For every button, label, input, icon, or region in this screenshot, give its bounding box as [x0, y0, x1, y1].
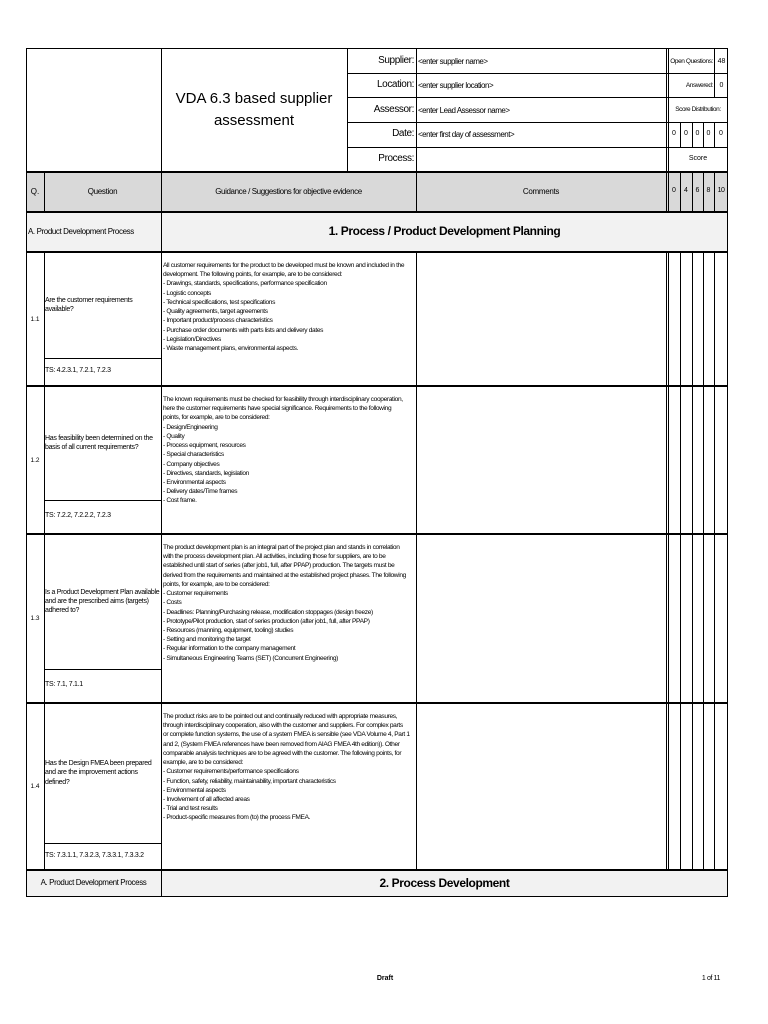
supplier-field[interactable]: <enter supplier name>: [418, 57, 488, 66]
guidance-line: - Costs: [163, 599, 182, 607]
score-cell-4[interactable]: [680, 704, 692, 869]
col-score-0: 0: [672, 187, 676, 194]
col-question: Question: [87, 187, 118, 196]
location-field[interactable]: <enter supplier location>: [418, 81, 494, 90]
col-guidance: Guidance / Suggestions for objective evidence: [215, 187, 362, 196]
guidance-line: - Function, safety, reliability, maintainability, important characteristics: [163, 777, 336, 785]
score-cell-8[interactable]: [703, 387, 714, 533]
guidance-line: derived from the requirements and maintained at the established project phases. The following: [163, 571, 406, 579]
col-score-4: 4: [684, 187, 688, 194]
guidance-line: - Deadlines: Planning/Purchasing release, modification stoppages (design freeze): [163, 608, 373, 616]
comment-field[interactable]: [417, 704, 665, 869]
guidance-line: - Technical specifications, test specifications: [163, 298, 276, 306]
col-score-10: 10: [717, 187, 725, 194]
answered-label: Answered:: [685, 82, 713, 89]
process-label: Process:: [378, 153, 414, 164]
score-dist-6: 0: [695, 130, 700, 137]
supplier-label: Supplier:: [378, 55, 414, 66]
guidance-line: - Customer requirements: [163, 590, 228, 598]
guidance-line: - Regular information to the company management: [163, 645, 296, 653]
score-cell-10[interactable]: [714, 535, 728, 702]
guidance-line: or complete function systems, the use of a system FMEA is sensible (see VDA Volume 4, Part 1: [163, 731, 410, 739]
guidance-line: - Legislation/Directives: [163, 335, 221, 343]
guidance-line: with the process development plan. All activities, including those for suppliers, are to be: [163, 553, 386, 561]
question-reference: TS: 7.3.1.1, 7.3.2.3, 7.3.3.1, 7.3.3.2: [45, 852, 144, 859]
score-cell-4[interactable]: [680, 535, 692, 702]
comment-field[interactable]: [417, 535, 665, 702]
score-dist-8: 0: [706, 130, 711, 137]
guidance-line: development. The following points, for example, are to be considered:: [163, 271, 343, 279]
guidance-line: The product risks are to be pointed out and continually reduced with appropriate measures,: [163, 713, 398, 720]
guidance-line: - Resources (manning, equipment, tooling) studies: [163, 626, 294, 634]
score-cell-0[interactable]: [668, 253, 680, 385]
guidance-line: - Purchase order documents with parts lists and delivery dates: [163, 326, 324, 334]
question-number: 1.2: [30, 457, 40, 464]
page-title: VDA 6.3 based supplier assessment: [175, 90, 333, 129]
score-distribution-label: Score Distribution:: [675, 106, 721, 113]
open-questions-label: Open Questions:: [670, 58, 713, 65]
guidance-line: - Prototype/Pilot production, start of series production (after job1, full, after PPAP): [163, 617, 370, 625]
guidance-line: - Process equipment, resources: [163, 442, 246, 450]
score-cell-8[interactable]: [703, 535, 714, 702]
score-cell-4[interactable]: [680, 253, 692, 385]
score-dist-0: 0: [672, 130, 676, 137]
score-label: Score: [688, 155, 708, 162]
score-cell-0[interactable]: [668, 535, 680, 702]
guidance-line: points, for example, are to be considered:: [163, 414, 270, 422]
guidance-line: - Logistic concepts: [163, 289, 211, 297]
score-cell-8[interactable]: [703, 253, 714, 385]
guidance-text: [163, 261, 415, 353]
question-number: 1.4: [30, 783, 40, 790]
question-text: Is a Product Development Plan available and are the prescribed aims (targets) adhered to?: [45, 588, 160, 615]
footer-status: Draft: [376, 975, 394, 982]
guidance-text: [163, 712, 415, 823]
question-number: 1.3: [30, 615, 40, 622]
score-cell-8[interactable]: [703, 704, 714, 869]
guidance-line: through interdisciplinary cooperation, also with the customer and suppliers. For complex parts: [163, 722, 403, 730]
guidance-line: - Cost frame.: [163, 497, 197, 505]
col-comments: Comments: [522, 187, 560, 196]
guidance-text: [163, 395, 415, 506]
section-1-title: 1. Process / Product Development Planning: [328, 224, 561, 238]
guidance-line: established until start of series (after job1, full, after PPAP) production. The targets must be: [163, 562, 395, 570]
question-text: Has the Design FMEA been prepared and are the improvement actions defined?: [45, 760, 152, 786]
guidance-line: - Customer requirements/performance specifications: [163, 768, 299, 776]
assessor-field[interactable]: <enter Lead Assessor name>: [418, 106, 510, 115]
comment-field[interactable]: [417, 387, 665, 533]
guidance-line: - Simultaneous Engineering Teams (SET) (Concurrent Engineering): [163, 654, 339, 662]
score-cell-6[interactable]: [692, 704, 703, 869]
guidance-line: All customer requirements for the product to be developed must be known and included in the: [163, 262, 405, 269]
comment-field[interactable]: [417, 253, 665, 385]
date-label: Date:: [392, 128, 414, 139]
score-dist-4: 0: [684, 130, 688, 137]
guidance-line: comparable analysis techniques are to be agreed with the customer. The following points, for: [163, 749, 402, 757]
section-2-title: 2. Process Development: [379, 876, 510, 890]
col-score-8: 8: [706, 187, 711, 194]
guidance-line: here the customer requirements have special significance. Requirements to the following: [163, 405, 392, 413]
guidance-line: - Delivery dates/Time frames: [163, 488, 238, 496]
question-text: Has feasibility been determined on the basis of all current requirements?: [45, 434, 153, 451]
question-reference: TS: 4.2.3.1, 7.2.1, 7.2.3: [45, 367, 111, 374]
guidance-line: - Special characteristics: [163, 451, 224, 459]
guidance-line: - Drawings, standards, specifications, performance specification: [163, 280, 327, 288]
guidance-line: points, for example, are to be considered:: [163, 580, 270, 588]
score-cell-0[interactable]: [668, 387, 680, 533]
assessor-label: Assessor:: [373, 104, 414, 115]
score-cell-0[interactable]: [668, 704, 680, 869]
guidance-line: - Involvement of all affected areas: [163, 795, 250, 803]
guidance-line: - Environmental aspects: [163, 478, 226, 486]
guidance-line: The known requirements must be checked for feasibility through interdisciplinary cooperation,: [163, 396, 403, 403]
score-cell-10[interactable]: [714, 387, 728, 533]
score-cell-4[interactable]: [680, 387, 692, 533]
guidance-line: - Environmental aspects: [163, 786, 226, 794]
guidance-line: - Design/Engineering: [163, 423, 218, 431]
score-dist-10: 0: [719, 130, 723, 137]
section-2-area: A. Product Development Process: [40, 878, 147, 887]
score-cell-6[interactable]: [692, 387, 703, 533]
guidance-text: [163, 543, 415, 663]
score-cell-10[interactable]: [714, 704, 728, 869]
guidance-line: - Company objectives: [163, 460, 220, 468]
col-score-6: 6: [695, 187, 700, 194]
guidance-line: and 2, (System FMEA references have been removed from AIAG FMEA 4th edition)). Other: [163, 740, 400, 748]
guidance-line: - Quality agreements, target agreements: [163, 308, 268, 316]
guidance-line: - Directives, standards, legislation: [163, 469, 249, 477]
answered-value: 0: [719, 82, 724, 89]
score-cell-10[interactable]: [714, 253, 728, 385]
footer-page: 1 of 11: [701, 975, 720, 982]
score-cell-6[interactable]: [692, 535, 703, 702]
date-field[interactable]: <enter first day of assessment>: [418, 130, 515, 139]
score-cell-6[interactable]: [692, 253, 703, 385]
col-q: Q.: [30, 187, 40, 196]
guidance-line: The product development plan is an integral part of the project plan and stands in correlation: [163, 544, 400, 551]
guidance-line: - Important product/process characteristics: [163, 317, 273, 325]
question-number: 1.1: [30, 316, 40, 323]
guidance-line: - Product-specific measures from (to) the process FMEA.: [163, 814, 311, 822]
guidance-line: - Waste management plans, environmental aspects.: [163, 344, 299, 352]
question-reference: TS: 7.2.2, 7.2.2.2, 7.2.3: [45, 512, 111, 519]
guidance-line: example, are to be considered:: [163, 759, 244, 767]
section-1-area: A. Product Development Process: [28, 227, 134, 236]
open-questions-value: 48: [717, 58, 726, 65]
guidance-line: - Quality: [163, 432, 185, 440]
guidance-line: - Trial and test results: [163, 805, 218, 813]
location-label: Location:: [377, 79, 414, 90]
guidance-line: - Setting and monitoring the target: [163, 636, 251, 644]
question-reference: TS: 7.1, 7.1.1: [45, 681, 83, 688]
question-text: Are the customer requirements available?: [45, 296, 133, 313]
